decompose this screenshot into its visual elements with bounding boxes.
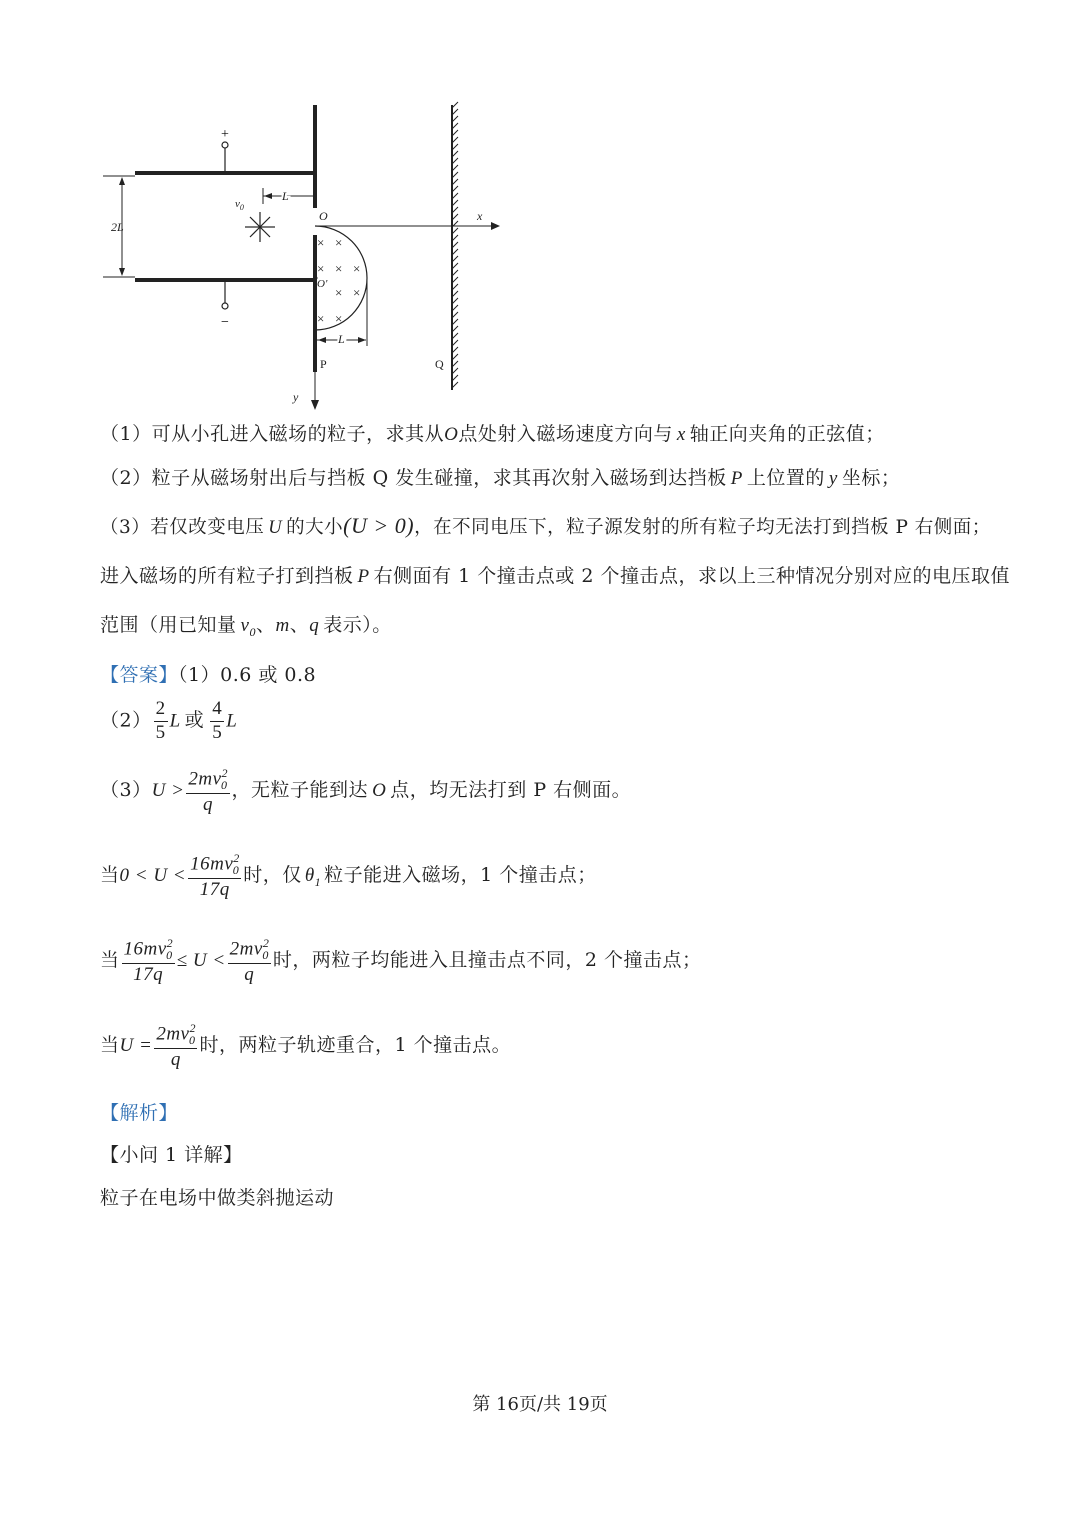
q3-text-mid: 的大小	[286, 517, 344, 538]
svg-text:×: ×	[335, 285, 343, 300]
answer-case-3	[100, 1021, 511, 1071]
case-3-lhs: U =	[119, 1035, 153, 1057]
analysis-line-1: 粒子在电场中做类斜抛运动	[100, 1187, 335, 1209]
svg-text:×: ×	[353, 285, 361, 300]
dimension-L-bottom-arrow-left	[318, 337, 326, 343]
q3-line3-q: q	[309, 615, 320, 636]
physics-diagram	[95, 100, 515, 412]
q1-text-mid: 点处射入磁场速度方向与	[458, 423, 673, 445]
case-3-text-end: 时，两粒子轨迹重合，1 个撞击点。	[199, 1034, 512, 1057]
case-2-prefix: 当	[100, 949, 120, 972]
label-L-top: L	[282, 189, 289, 203]
svg-text:×: ×	[335, 235, 343, 250]
q2-text-mid: 上位置的	[746, 467, 825, 489]
case-1-lhs: 0 < U <	[119, 865, 187, 887]
q3-condition: (U > 0)	[343, 513, 415, 538]
case-2-fraction-2: $\frac{2mv^2_0}{q}$	[229, 936, 270, 985]
answer-case-1	[100, 851, 597, 901]
answer-2-L1: L	[169, 710, 181, 732]
page-footer: 第 16页/共 19页	[472, 1394, 608, 1415]
case-1-prefix: 当	[100, 864, 120, 887]
case-2-mid: ≤ U <	[176, 950, 226, 972]
q3-line2-text: 进入磁场的所有粒子打到挡板	[100, 565, 354, 587]
q3-line2-var-P: P	[357, 566, 370, 587]
svg-text:×: ×	[317, 261, 325, 276]
question-3-line-1	[100, 513, 991, 539]
answer-2-fraction-1: $\frac{2}{5}$	[155, 698, 166, 743]
q2-var-y: y	[828, 468, 838, 489]
answer-3	[100, 766, 631, 816]
answer-3-lhs: U >	[151, 780, 185, 802]
q1-var-O: O	[444, 424, 459, 445]
answer-3-fraction: $\frac{2mv^2_0}{q}$	[188, 766, 229, 815]
question-2	[100, 467, 900, 491]
y-axis-arrow	[311, 400, 319, 410]
dimension-L-top-arrow	[264, 193, 272, 199]
label-2L: 2L	[111, 220, 124, 234]
plus-terminal	[222, 142, 228, 148]
label-O: O	[319, 209, 328, 223]
q3-var-U: U	[268, 518, 283, 538]
case-3-prefix: 当	[100, 1034, 120, 1057]
q3-line3-m: m	[275, 615, 290, 636]
answer-2-fraction-2: $\frac{4}{5}$	[212, 698, 223, 743]
analysis-tag: 【解析】	[100, 1102, 179, 1124]
answer-2	[100, 698, 237, 745]
answer-3-text: ，无粒子能到达	[231, 779, 369, 802]
question-3-line-3	[100, 614, 392, 639]
q1-text-end: 轴正向夹角的正弦值；	[689, 423, 885, 445]
q3-text-end: ，在不同电压下，粒子源发射的所有粒子均无法打到挡板 P 右侧面；	[414, 517, 991, 538]
label-y: y	[293, 390, 299, 404]
dimension-L-bottom-arrow-right	[358, 337, 366, 343]
question-3-line-2	[100, 565, 1010, 589]
minus-terminal	[222, 303, 228, 309]
case-3-fraction: $\frac{2mv^2_0}{q}$	[156, 1021, 196, 1070]
q2-text-end: 坐标；	[841, 467, 901, 489]
label-x: x	[477, 209, 483, 223]
dimension-2L-arrow-down	[119, 268, 125, 276]
case-1-text-end: 粒子能进入磁场，1 个撞击点；	[324, 864, 597, 887]
svg-text:×: ×	[353, 261, 361, 276]
case-1-theta: $\theta_1$	[304, 865, 322, 889]
dimension-2L-arrow-up	[119, 177, 125, 185]
plus-sign: +	[221, 127, 229, 142]
q2-var-P: P	[730, 468, 743, 489]
label-v0: $v_0$	[235, 198, 244, 212]
answer-2-prefix: （2）	[100, 709, 152, 732]
svg-text:×: ×	[317, 235, 325, 250]
answer-2-L2: L	[226, 710, 238, 732]
answer-3-text-end: 点，均无法打到 P 右侧面。	[390, 779, 632, 802]
q2-text: （2）粒子从磁场射出后与挡板 Q 发生碰撞，求其再次射入磁场到达挡板	[100, 467, 727, 489]
particle-source-icon	[245, 212, 275, 242]
case-2-fraction-1: $\frac{16mv^2_0}{17q}$	[123, 936, 174, 985]
q3-line2-text-end: 右侧面有 1 个撞击点或 2 个撞击点，求以上三种情况分别对应的电压取值	[373, 565, 1010, 587]
q3-line3-text-end: 表示）。	[323, 614, 392, 636]
svg-text:×: ×	[317, 311, 325, 326]
answer-3-prefix: （3）	[100, 779, 152, 802]
x-axis-arrow	[491, 222, 500, 230]
label-L-bottom: L	[338, 332, 345, 346]
answer-case-2	[100, 936, 701, 986]
answer-2-or: 或	[184, 709, 205, 732]
label-Q: Q	[435, 357, 444, 371]
q1-text: （1）可从小孔进入磁场的粒子，求其从	[100, 423, 445, 445]
analysis-subheading: 【小问 1 详解】	[100, 1144, 243, 1166]
q3-text: （3）若仅改变电压	[100, 517, 265, 538]
q3-line3-sep2: 、	[289, 614, 310, 636]
answer-3-var-O: O	[372, 780, 387, 802]
svg-text:×: ×	[335, 261, 343, 276]
answer-tag: 【答案】	[100, 664, 179, 686]
q3-line3-text: 范围（用已知量	[100, 614, 237, 636]
minus-sign: −	[221, 315, 229, 330]
case-1-mid: 时，仅	[243, 864, 302, 887]
answer-1-text: （1）0.6 或 0.8	[178, 664, 317, 686]
svg-text:×: ×	[335, 311, 343, 326]
label-P: P	[320, 357, 327, 371]
q1-var-x: x	[676, 424, 686, 445]
case-2-text-end: 时，两粒子均能进入且撞击点不同，2 个撞击点；	[272, 949, 702, 972]
answer-1	[100, 664, 316, 687]
case-1-fraction: $\frac{16mv^2_0}{17q}$	[190, 851, 240, 900]
q3-line3-v0: $v_0$	[240, 615, 256, 639]
label-O-prime: O'	[317, 278, 328, 290]
q3-line3-sep1: 、	[255, 614, 276, 636]
question-1	[100, 423, 885, 447]
